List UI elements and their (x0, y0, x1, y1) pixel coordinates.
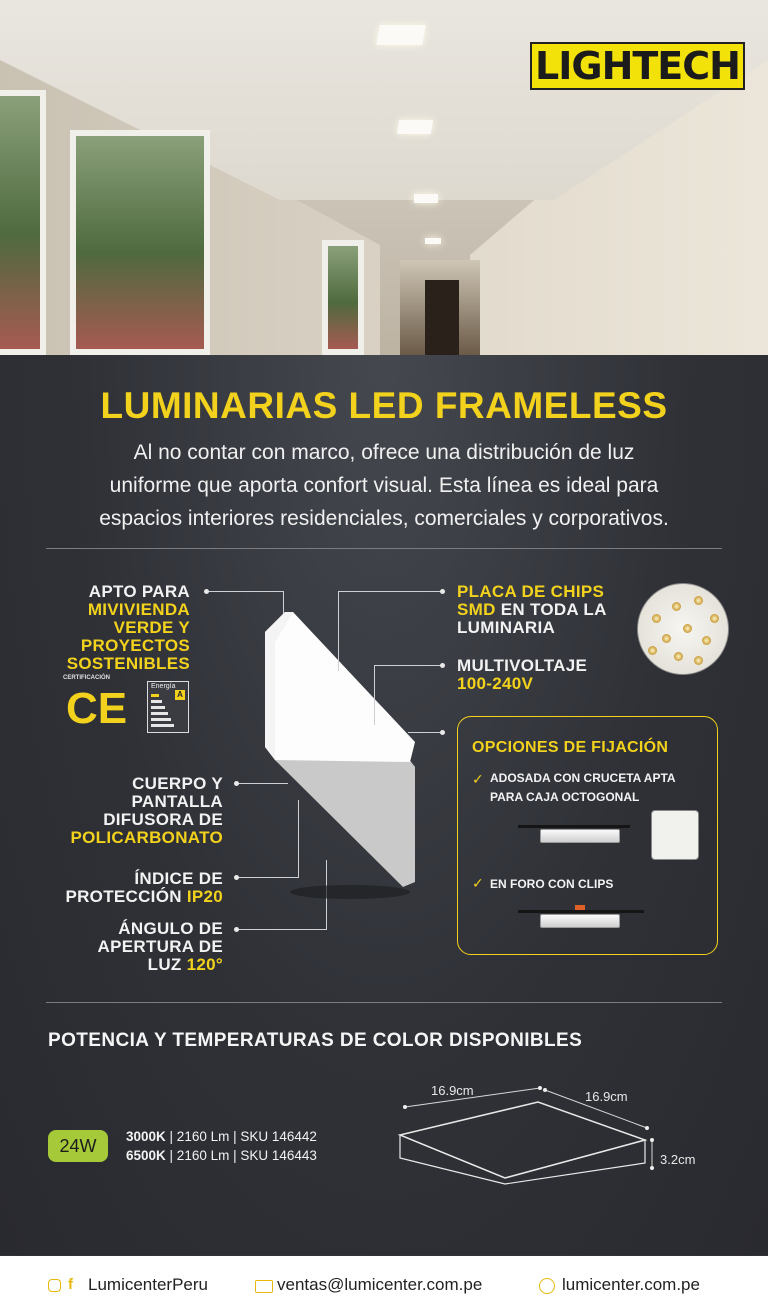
feature-text: APERTURA DE (97, 937, 223, 956)
feature-text: LUMINARIA (457, 618, 556, 637)
feature-text: ÍNDICE DE (134, 869, 223, 888)
connector-line (338, 591, 442, 592)
dimension-width: 16.9cm (431, 1083, 474, 1098)
recessed-clip-illustration (540, 914, 620, 928)
email-link[interactable]: ventas@lumicenter.com.pe (277, 1275, 483, 1294)
sku-details: | 2160 Lm | SKU 146443 (165, 1148, 317, 1163)
smd-chip-plate-image (637, 583, 729, 675)
feature-text: EN TODA LA (495, 600, 607, 619)
description-line: uniforme que aporta confort visual. Esta línea es ideal para (109, 474, 659, 497)
connector-dot (440, 589, 445, 594)
fixing-title: OPCIONES DE FIJACIÓN (472, 739, 669, 756)
fixing-option-text: ADOSADA CON CRUCETA APTA (490, 771, 676, 785)
page-title: LUMINARIAS LED FRAMELESS (100, 385, 668, 426)
connector-dot (440, 730, 445, 735)
sku-row (126, 1147, 317, 1165)
energy-class: A (175, 690, 185, 700)
connector-line (408, 732, 442, 733)
feature-text: CUERPO Y (132, 774, 223, 793)
instagram-icon[interactable] (48, 1279, 61, 1292)
fixing-option-text: PARA CAJA OCTOGONAL (490, 790, 640, 804)
sku-details: | 2160 Lm | SKU 146442 (165, 1129, 317, 1144)
connector-dot (204, 589, 209, 594)
feature-text: SOSTENIBLES (66, 654, 190, 673)
led-chip (662, 634, 671, 643)
led-chip (652, 614, 661, 623)
certificacion-label: CERTIFICACIÓN (63, 675, 110, 681)
hero-door (425, 280, 459, 355)
energy-bar (151, 700, 162, 703)
ceiling-surface (518, 825, 630, 828)
led-chip (710, 614, 719, 623)
feature-text: SMD (457, 600, 496, 619)
hero-window (0, 90, 46, 355)
connector-line (338, 591, 339, 671)
connector-dot (234, 927, 239, 932)
led-chip (648, 646, 657, 655)
feature-text: POLICARBONATO (70, 828, 223, 847)
connector-dot (234, 875, 239, 880)
feature-text: MULTIVOLTAJE (457, 656, 588, 675)
led-chip (674, 652, 683, 661)
ceiling-lamp (376, 25, 426, 45)
led-chip (694, 596, 703, 605)
social-handle[interactable]: LumicenterPeru (88, 1275, 209, 1294)
website-link[interactable]: lumicenter.com.pe (562, 1275, 700, 1294)
check-icon: ✓ (472, 875, 484, 891)
feature-text: VERDE Y (113, 618, 190, 637)
feature-angulo (40, 920, 223, 974)
surface-mount-illustration (540, 829, 620, 843)
feature-text: 120° (186, 955, 223, 974)
feature-text: ÁNGULO DE (118, 919, 223, 938)
feature-cuerpo (40, 775, 223, 847)
mail-icon (255, 1280, 273, 1293)
ceiling-lamp (397, 120, 433, 134)
feature-multivoltaje (457, 657, 637, 693)
divider (46, 548, 722, 549)
facebook-icon[interactable]: f (68, 1276, 73, 1293)
feature-indice (40, 870, 223, 906)
feature-text: 100-240V (457, 674, 534, 693)
specs-title: POTENCIA Y TEMPERATURAS DE COLOR DISPONIBLES (48, 1030, 583, 1051)
globe-icon (539, 1278, 555, 1294)
dimension-depth: 16.9cm (585, 1089, 628, 1104)
feature-text: PROYECTOS (80, 636, 190, 655)
feature-text: PROTECCIÓN (65, 887, 187, 906)
ceiling-lamp (425, 238, 441, 244)
connector-dot (440, 663, 445, 668)
connector-dot (234, 781, 239, 786)
ce-mark: CE (66, 684, 128, 733)
logo-text-part: TECH (632, 44, 740, 88)
power-badge: 24W (48, 1130, 108, 1162)
color-temperature: 3000K (126, 1129, 166, 1144)
feature-text: PLACA DE CHIPS (457, 582, 605, 601)
led-chip (702, 636, 711, 645)
led-chip (694, 656, 703, 665)
check-icon: ✓ (472, 771, 484, 787)
connector-line (374, 665, 442, 666)
hero-window (70, 130, 210, 355)
energy-bar (151, 706, 165, 709)
feature-text: APTO PARA (88, 582, 190, 601)
ceiling-lamp (414, 194, 438, 203)
energy-text: Energía (151, 683, 176, 690)
led-chip (672, 602, 681, 611)
description-line: espacios interiores residenciales, comerciales y corporativos. (99, 507, 669, 530)
description (30, 436, 738, 535)
connector-line (206, 591, 283, 592)
cruceta-bracket-image (651, 810, 699, 860)
led-chip (683, 624, 692, 633)
sku-row (126, 1128, 317, 1146)
color-temperature: 6500K (126, 1148, 166, 1163)
lightech-logo (530, 42, 745, 90)
energy-label (147, 681, 189, 733)
feature-apto (40, 583, 190, 673)
hero-window (322, 240, 364, 355)
energy-bar (151, 718, 171, 721)
connector-line (374, 665, 375, 725)
connector-line (236, 929, 326, 930)
feature-placa (457, 583, 637, 637)
feature-text: LUZ (147, 955, 187, 974)
feature-text: MIVIVIENDA (87, 600, 190, 619)
energy-bar (151, 724, 174, 727)
luminaire-panel (265, 612, 415, 902)
description-line: Al no contar con marco, ofrece una distribución de luz (133, 441, 635, 464)
energy-bar (151, 694, 159, 697)
dimension-height: 3.2cm (660, 1152, 696, 1167)
logo-text-part: LIGH (535, 44, 633, 88)
energy-bar (151, 712, 168, 715)
feature-text: PANTALLA (131, 792, 223, 811)
fixing-option-1 (490, 769, 676, 807)
feature-text: IP20 (186, 887, 223, 906)
clip-part (575, 905, 585, 910)
ceiling-surface (518, 910, 644, 913)
feature-text: DIFUSORA DE (103, 810, 223, 829)
divider (46, 1002, 722, 1003)
fixing-option-2: EN FORO CON CLIPS (490, 877, 614, 891)
